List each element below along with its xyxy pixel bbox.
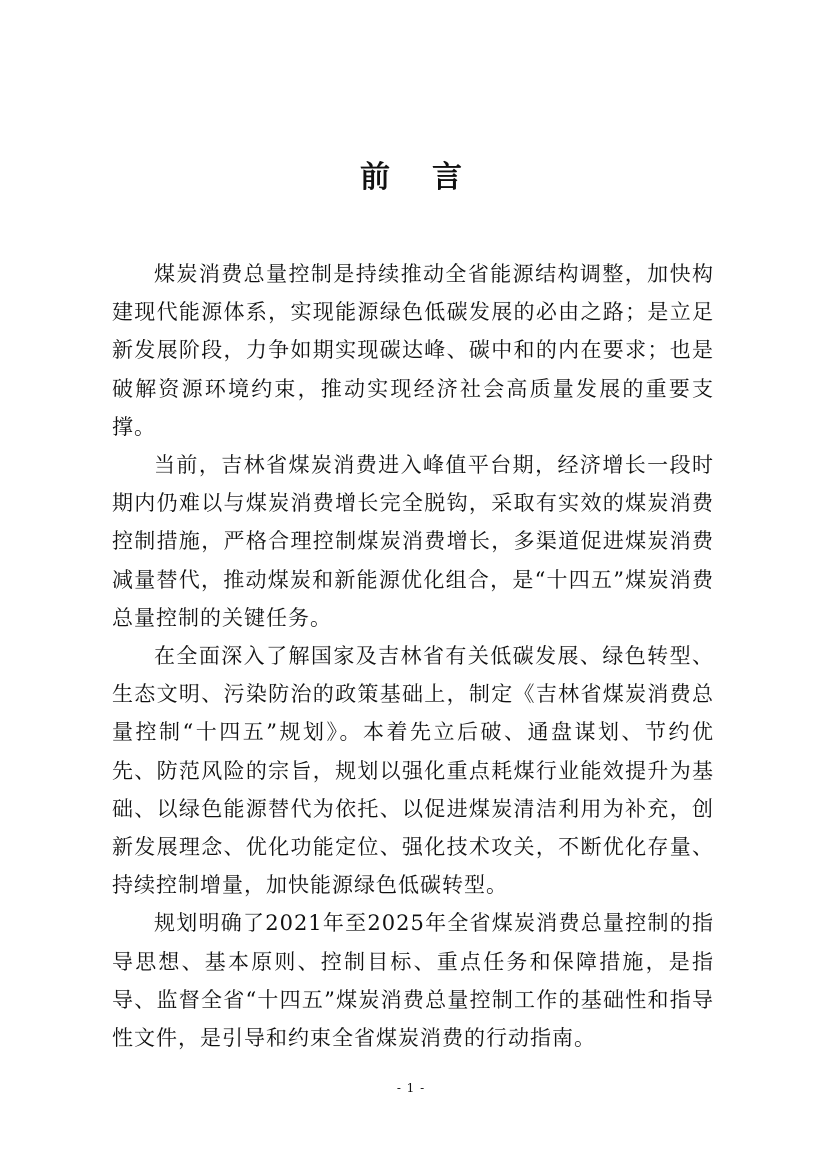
paragraph-3: 在全面深入了解国家及吉林省有关低碳发展、绿色转型、生态文明、污染防治的政策基础上，制定《吉林省煤炭消费总量控制“十四五”规划》。本着先立后破、通盘谋划、节约优先、防范风险的宗旨，规划以强化重点耗煤行业能效提升为基础、以绿色能源替代为依托、以促进煤炭清洁利用为补充，创新发展理念、优化功能定位、强化技术攻关，不断优化存量、持续控制增量，加快能源绿色低碳转型。 [112, 644, 714, 898]
paragraph-4: 规划明确了2021年至2025年全省煤炭消费总量控制的指导思想、基本原则、控制目标、重点任务和保障措施，是指导、监督全省“十四五”煤炭消费总量控制工作的基础性和指导性文件，是引导和约束全省煤炭消费的行动指南。 [112, 911, 714, 1051]
paragraph-2: 当前，吉林省煤炭消费进入峰值平台期，经济增长一段时期内仍难以与煤炭消费增长完全脱钩，采取有实效的煤炭消费控制措施，严格合理控制煤炭消费增长，多渠道促进煤炭消费减量替代，推动煤炭和新能源优化组合，是“十四五”煤炭消费总量控制的关键任务。 [112, 453, 714, 630]
paragraph-1: 煤炭消费总量控制是持续推动全省能源结构调整，加快构建现代能源体系，实现能源绿色低碳发展的必由之路；是立足新发展阶段，力争如期实现碳达峰、碳中和的内在要求；也是破解资源环境约束，推动实现经济社会高质量发展的重要支撑。 [112, 262, 714, 439]
document-body [112, 255, 714, 1057]
page-number: - 1 - [396, 1081, 426, 1095]
page-title: 前言 [360, 160, 504, 195]
